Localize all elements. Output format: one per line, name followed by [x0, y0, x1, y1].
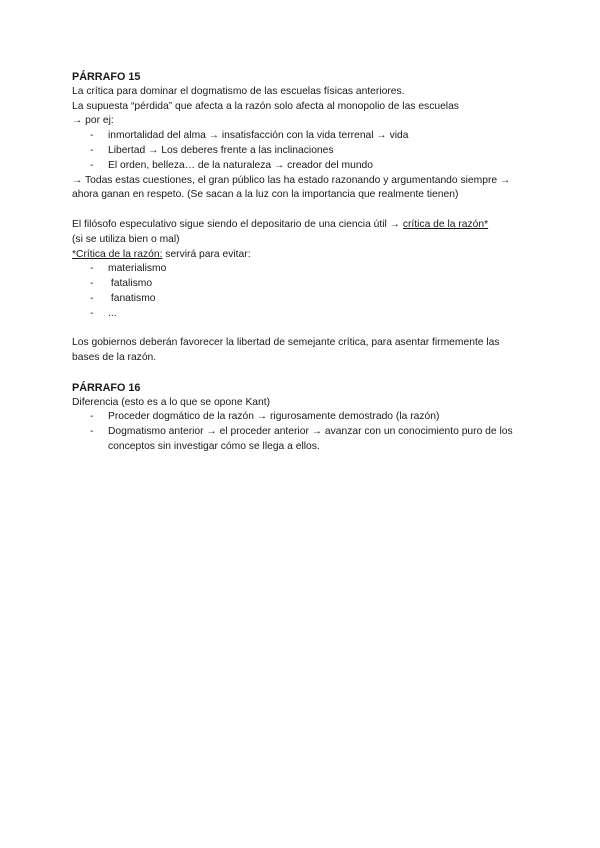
bullet-dash: -	[90, 307, 94, 319]
bullet-dash: -	[90, 292, 94, 304]
bullet-list	[72, 410, 530, 454]
text-line: La supuesta “pérdida” que afecta a la razón solo afecta al monopolio de las escuelas	[72, 100, 459, 112]
text-line: (si se utiliza bien o mal)	[72, 233, 180, 245]
underlined-term: *Crítica de la razón:	[72, 248, 163, 260]
list-item	[72, 425, 528, 455]
list-item	[72, 262, 530, 277]
paragraph: → Todas estas cuestiones, el gran público las ha estado razonando y argumentando siempre → ahora ganan en respeto. (Se sacan a la luz con la importancia que realmente tienen)	[72, 174, 511, 201]
text-line: La crítica para dominar el dogmatismo de las escuelas físicas anteriores.	[72, 85, 405, 97]
list-item-text: fatalismo	[108, 278, 153, 290]
paragraph-text: El filósofo especulativo sigue siendo el depositario de una ciencia útil →	[72, 218, 403, 230]
list-item-text: materialismo	[108, 263, 167, 275]
list-item	[72, 307, 530, 322]
bullet-dash: -	[90, 411, 94, 423]
bullet-dash: -	[90, 278, 94, 290]
spacer	[72, 203, 530, 218]
text-line: → por ej:	[72, 115, 114, 127]
definition-text: servirá para evitar:	[162, 248, 251, 260]
list-item	[72, 129, 530, 144]
spacer	[72, 322, 530, 337]
list-item	[72, 144, 530, 159]
bullet-dash: -	[90, 159, 94, 171]
bullet-dash: -	[90, 426, 94, 438]
list-item-text: fanatismo	[108, 292, 156, 304]
list-item-text: Dogmatismo anterior → el proceder anterior → avanzar con un conocimiento puro de los conceptos sin investigar cómo se llega a ellos.	[108, 426, 513, 452]
bullet-dash: -	[90, 144, 94, 156]
list-item-text: Libertad → Los deberes frente a las inclinaciones	[108, 144, 334, 156]
list-item-text: El orden, belleza… de la naturaleza → creador del mundo	[108, 159, 374, 171]
bullet-list	[72, 262, 530, 321]
list-item-text: ...	[108, 307, 117, 319]
definition-line	[72, 248, 530, 263]
text-line: Diferencia (esto es a lo que se opone Kant)	[72, 396, 271, 408]
underlined-term: crítica de la razón*	[402, 218, 489, 230]
bullet-dash: -	[90, 263, 94, 275]
paragraph-line	[72, 218, 530, 233]
list-item	[72, 159, 530, 174]
bullet-dash: -	[90, 130, 94, 142]
list-item	[72, 292, 530, 307]
paragraph: Los gobiernos deberán favorecer la libertad de semejante crítica, para asentar firmemente las bases de la razón.	[72, 337, 500, 364]
list-item-text: Proceder dogmático de la razón → rigurosamente demostrado (la razón)	[108, 411, 440, 423]
list-item-text: inmortalidad del alma → insatisfacción con la vida terrenal → vida	[108, 130, 409, 142]
list-item	[72, 410, 530, 425]
list-item	[72, 277, 530, 292]
spacer	[72, 366, 530, 381]
section-heading-parrafo-16: PÁRRAFO 16	[72, 381, 141, 394]
bullet-list	[72, 129, 530, 173]
section-heading-parrafo-15: PÁRRAFO 15	[72, 71, 141, 83]
